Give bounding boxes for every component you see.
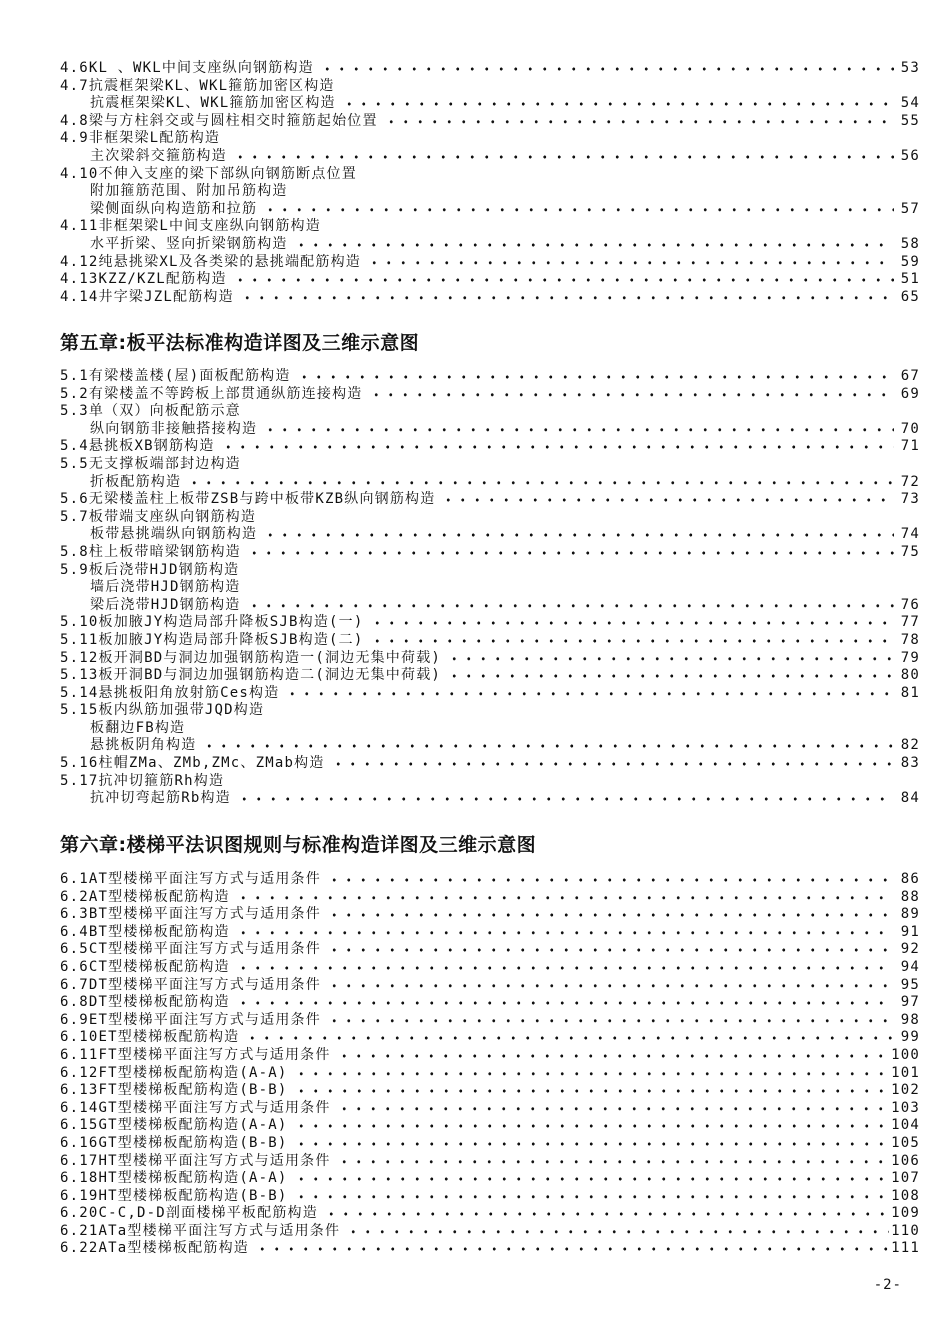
toc-entry-title: 墙后浇带HJD钢筋构造 [90, 579, 241, 596]
toc-entry-page: 80 [900, 667, 920, 684]
toc-section-6 [60, 871, 920, 1258]
toc-dot-leader [198, 737, 894, 755]
toc-entry-title: 6.16GT型楼梯板配筋构造(B-B) [60, 1134, 288, 1151]
toc-entry [60, 579, 920, 597]
toc-entry-page: 53 [900, 60, 920, 76]
toc-entry [60, 148, 920, 166]
toc-dot-leader [217, 438, 894, 456]
toc-entry-title: 5.6无梁楼盖柱上板带ZSB与跨中板带KZB纵向钢筋构造 [60, 491, 436, 508]
toc-entry-page: 88 [900, 888, 920, 905]
toc-entry [60, 289, 920, 307]
toc-entry-title: 5.9板后浇带HJD钢筋构造 [60, 561, 240, 578]
toc-entry-page: 86 [900, 871, 920, 887]
toc-entry [60, 60, 920, 78]
toc-entry-page: 51 [900, 271, 920, 288]
toc-entry [60, 1188, 920, 1206]
toc-entry-title: 4.14井字梁JZL配筋构造 [60, 288, 234, 305]
toc-entry-page: 76 [900, 596, 920, 613]
toc-entry-title: 水平折梁、竖向折梁钢筋构造 [90, 235, 288, 252]
toc-entry-page: 57 [900, 200, 920, 217]
toc-entry-title: 5.14悬挑板阳角放射筋Ces构造 [60, 684, 280, 701]
toc-entry-title: 6.3BT型楼梯平面注写方式与适用条件 [60, 906, 321, 923]
toc-entry-page: 74 [900, 526, 920, 543]
toc-entry-title: 6.9ET型楼梯平面注写方式与适用条件 [60, 1011, 321, 1028]
toc-entry [60, 685, 920, 703]
chapter-6-heading: 第六章:楼梯平法识图规则与标准构造详图及三维示意图 [60, 834, 537, 856]
toc-entry-title: 5.13板开洞BD与洞边加强钢筋构造二(洞边无集中荷载) [60, 667, 442, 684]
toc-entry-page: 69 [900, 385, 920, 402]
toc-entry-page: 98 [900, 1011, 920, 1028]
toc-entry [60, 95, 920, 113]
toc-dot-leader [290, 1135, 890, 1153]
toc-dot-leader [342, 1223, 889, 1241]
toc-entry-title: 6.6CT型楼梯板配筋构造 [60, 958, 230, 975]
toc-entry-title: 6.17HT型楼梯平面注写方式与适用条件 [60, 1152, 331, 1169]
toc-entry [60, 403, 920, 421]
toc-entry-page: 105 [891, 1134, 920, 1151]
toc-entry-title: 主次梁斜交箍筋构造 [90, 147, 227, 164]
toc-entry-page: 75 [900, 543, 920, 560]
toc-dot-leader [281, 685, 894, 703]
toc-entry [60, 906, 920, 924]
toc-entry [60, 421, 920, 439]
toc-entry-title: 6.7DT型楼梯平面注写方式与适用条件 [60, 976, 321, 993]
toc-dot-leader [290, 1082, 890, 1100]
toc-entry-page: 89 [900, 906, 920, 923]
toc-entry-page: 94 [900, 958, 920, 975]
toc-entry-title: 5.10板加腋JY构造局部升降板SJB构造(一) [60, 614, 364, 631]
toc-entry [60, 1153, 920, 1171]
toc-entry-page: 78 [900, 631, 920, 648]
toc-dot-leader [323, 906, 894, 924]
toc-entry [60, 113, 920, 131]
toc-entry-title: 4.11非框架梁L中间支座纵向钢筋构造 [60, 218, 321, 235]
toc-entry-title: 6.4BT型楼梯板配筋构造 [60, 923, 230, 940]
toc-entry [60, 1223, 920, 1241]
toc-entry-page: 91 [900, 923, 920, 940]
toc-entry [60, 1082, 920, 1100]
toc-entry-page: 102 [891, 1082, 920, 1099]
toc-entry-title: 梁侧面纵向构造筋和拉筋 [90, 200, 258, 217]
toc-entry-title: 纵向钢筋非接触搭接构造 [90, 420, 258, 437]
toc-entry [60, 941, 920, 959]
toc-dot-leader [333, 1153, 890, 1171]
toc-entry-page: 99 [900, 1029, 920, 1046]
toc-dot-leader [338, 95, 894, 113]
toc-dot-leader [333, 1047, 890, 1065]
toc-entry [60, 889, 920, 907]
toc-entry [60, 509, 920, 527]
toc-dot-leader [259, 421, 894, 439]
toc-entry [60, 1240, 920, 1258]
toc-entry-title: 6.22ATa型楼梯板配筋构造 [60, 1240, 250, 1257]
toc-entry-title: 6.18HT型楼梯板配筋构造(A-A) [60, 1170, 288, 1187]
toc-entry-page: 84 [900, 790, 920, 807]
toc-entry-page: 101 [891, 1064, 920, 1081]
toc-entry [60, 474, 920, 492]
toc-entry-page: 77 [900, 614, 920, 631]
toc-entry [60, 544, 920, 562]
toc-entry-page: 104 [891, 1117, 920, 1134]
toc-entry-title: 5.16柱帽ZMa、ZMb,ZMc、ZMab构造 [60, 755, 325, 772]
toc-entry [60, 1170, 920, 1188]
toc-entry-title: 6.13FT型楼梯板配筋构造(B-B) [60, 1082, 288, 1099]
toc-entry-title: 抗冲切弯起筋Rb构造 [90, 790, 231, 807]
toc-dot-leader [290, 1117, 890, 1135]
toc-entry [60, 1029, 920, 1047]
toc-entry-title: 6.15GT型楼梯板配筋构造(A-A) [60, 1117, 288, 1134]
toc-entry-page: 55 [900, 112, 920, 129]
toc-dot-leader [243, 544, 894, 562]
toc-dot-leader [229, 271, 894, 289]
toc-entry-title: 5.11板加腋JY构造局部升降板SJB构造(二) [60, 631, 364, 648]
toc-entry-title: 4.7抗震框架梁KL、WKL箍筋加密区构造 [60, 77, 335, 94]
toc-entry-page: 56 [900, 147, 920, 164]
toc-dot-leader [290, 236, 894, 254]
toc-entry-page: 106 [891, 1152, 920, 1169]
toc-entry [60, 614, 920, 632]
toc-entry-title: 6.10ET型楼梯板配筋构造 [60, 1029, 240, 1046]
toc-entry [60, 871, 920, 889]
toc-entry [60, 456, 920, 474]
toc-dot-leader [183, 474, 894, 492]
toc-entry [60, 1135, 920, 1153]
toc-dot-leader [323, 941, 894, 959]
toc-entry-page: 92 [900, 941, 920, 958]
toc-entry-title: 6.8DT型楼梯板配筋构造 [60, 994, 230, 1011]
toc-entry-title: 板翻边FB构造 [90, 719, 186, 736]
toc-dot-leader [443, 650, 894, 668]
toc-entry [60, 737, 920, 755]
toc-entry-title: 6.2AT型楼梯板配筋构造 [60, 888, 230, 905]
toc-entry-page: 103 [891, 1099, 920, 1116]
toc-entry-page: 71 [900, 438, 920, 455]
toc-entry [60, 977, 920, 995]
toc-entry [60, 386, 920, 404]
toc-entry-title: 6.11FT型楼梯平面注写方式与适用条件 [60, 1046, 331, 1063]
toc-entry [60, 183, 920, 201]
toc-dot-leader [229, 148, 894, 166]
toc-dot-leader [293, 368, 894, 386]
toc-entry-title: 6.19HT型楼梯板配筋构造(B-B) [60, 1187, 288, 1204]
toc-dot-leader [437, 491, 894, 509]
toc-entry [60, 438, 920, 456]
toc-entry-page: 79 [900, 649, 920, 666]
toc-entry [60, 790, 920, 808]
toc-entry [60, 491, 920, 509]
toc-entry [60, 773, 920, 791]
toc-entry-title: 抗震框架梁KL、WKL箍筋加密区构造 [90, 95, 336, 112]
toc-dot-leader [365, 386, 895, 404]
toc-dot-leader [327, 755, 894, 773]
toc-entry [60, 1047, 920, 1065]
toc-entry-page: 108 [891, 1187, 920, 1204]
toc-entry-page: 111 [891, 1240, 920, 1257]
toc-entry [60, 1012, 920, 1030]
toc-dot-leader [241, 1029, 894, 1047]
toc-entry [60, 271, 920, 289]
toc-entry-title: 5.1有梁楼盖楼(屋)面板配筋构造 [60, 368, 291, 384]
toc-entry [60, 959, 920, 977]
toc-entry-title: 5.7板带端支座纵向钢筋构造 [60, 508, 257, 525]
toc-entry-page: 107 [891, 1170, 920, 1187]
toc-dot-leader [320, 1205, 889, 1223]
toc-entry-page: 95 [900, 976, 920, 993]
toc-dot-leader [232, 889, 894, 907]
toc-entry-title: 4.8梁与方柱斜交或与圆柱相交时箍筋起始位置 [60, 112, 378, 129]
toc-entry-title: 5.3单（双）向板配筋示意 [60, 403, 241, 420]
toc-entry [60, 562, 920, 580]
toc-entry [60, 526, 920, 544]
toc-entry-title: 梁后浇带HJD钢筋构造 [90, 596, 241, 613]
toc-dot-leader [236, 289, 894, 307]
toc-entry-title: 5.2有梁楼盖不等跨板上部贯通纵筋连接构造 [60, 385, 363, 402]
toc-entry [60, 1065, 920, 1083]
toc-entry-title: 附加箍筋范围、附加吊筋构造 [90, 183, 288, 200]
toc-entry [60, 755, 920, 773]
toc-entry-title: 4.13KZZ/KZL配筋构造 [60, 271, 227, 288]
toc-dot-leader [290, 1065, 890, 1083]
toc-entry-page: 58 [900, 235, 920, 252]
toc-dot-leader [323, 1012, 894, 1030]
toc-entry [60, 667, 920, 685]
toc-entry [60, 236, 920, 254]
toc-entry-title: 折板配筋构造 [90, 473, 182, 490]
toc-entry-page: 100 [891, 1046, 920, 1063]
toc-entry-title: 板带悬挑端纵向钢筋构造 [90, 526, 258, 543]
toc-dot-leader [380, 113, 894, 131]
toc-dot-leader [316, 60, 894, 78]
toc-entry-page: 83 [900, 755, 920, 772]
toc-entry-title: 4.9非框架梁L配筋构造 [60, 130, 221, 147]
toc-entry-page: 59 [900, 253, 920, 270]
toc-entry [60, 1117, 920, 1135]
toc-entry [60, 994, 920, 1012]
toc-entry-title: 4.10不伸入支座的梁下部纵向钢筋断点位置 [60, 165, 357, 182]
toc-dot-leader [259, 201, 894, 219]
toc-dot-leader [366, 614, 894, 632]
toc-entry-title: 5.15板内纵筋加强带JQD构造 [60, 702, 265, 719]
toc-entry-page: 65 [900, 288, 920, 305]
toc-entry [60, 924, 920, 942]
toc-entry-title: 4.6KL 、WKL中间支座纵向钢筋构造 [60, 60, 314, 76]
toc-entry-page: 109 [891, 1205, 920, 1222]
toc-entry [60, 166, 920, 184]
toc-entry [60, 632, 920, 650]
toc-entry-page: 81 [900, 684, 920, 701]
toc-entry-title: 5.17抗冲切箍筋Rh构造 [60, 772, 225, 789]
toc-dot-leader [251, 1240, 889, 1258]
toc-entry [60, 201, 920, 219]
toc-entry-title: 5.4悬挑板XB钢筋构造 [60, 438, 215, 455]
toc-dot-leader [233, 790, 894, 808]
toc-entry [60, 1205, 920, 1223]
toc-dot-leader [259, 526, 894, 544]
toc-section-4 [60, 60, 920, 306]
toc-entry-page: 82 [900, 737, 920, 754]
toc-dot-leader [290, 1170, 890, 1188]
toc-entry-page: 110 [891, 1222, 920, 1239]
toc-dot-leader [290, 1188, 890, 1206]
toc-dot-leader [333, 1100, 890, 1118]
toc-entry [60, 1100, 920, 1118]
toc-entry-page: 70 [900, 420, 920, 437]
toc-dot-leader [363, 254, 894, 272]
toc-dot-leader [243, 597, 895, 615]
toc-dot-leader [323, 977, 894, 995]
toc-entry [60, 650, 920, 668]
toc-dot-leader [443, 667, 894, 685]
page-number: -2- [873, 1277, 902, 1293]
toc-entry [60, 702, 920, 720]
chapter-5-heading: 第五章:板平法标准构造详图及三维示意图 [60, 332, 420, 354]
toc-dot-leader [232, 994, 894, 1012]
toc-entry-page: 54 [900, 95, 920, 112]
toc-entry-title: 5.5无支撑板端部封边构造 [60, 455, 241, 472]
toc-entry-title: 6.5CT型楼梯平面注写方式与适用条件 [60, 941, 321, 958]
toc-dot-leader [232, 959, 894, 977]
toc-entry-title: 5.8柱上板带暗梁钢筋构造 [60, 543, 241, 560]
toc-entry-title: 悬挑板阴角构造 [90, 737, 197, 754]
toc-entry-title: 6.14GT型楼梯平面注写方式与适用条件 [60, 1099, 331, 1116]
toc-entry-title: 6.20C-C,D-D剖面楼梯平板配筋构造 [60, 1205, 318, 1222]
toc-entry-title: 6.12FT型楼梯板配筋构造(A-A) [60, 1064, 288, 1081]
toc-dot-leader [323, 871, 894, 889]
toc-entry [60, 597, 920, 615]
toc-entry-title: 4.12纯悬挑梁XL及各类梁的悬挑端配筋构造 [60, 253, 361, 270]
toc-section-5 [60, 368, 920, 808]
toc-entry-title: 6.1AT型楼梯平面注写方式与适用条件 [60, 871, 321, 887]
toc-entry-title: 5.12板开洞BD与洞边加强钢筋构造一(洞边无集中荷载) [60, 649, 442, 666]
toc-dot-leader [232, 924, 894, 942]
toc-entry-title: 6.21ATa型楼梯平面注写方式与适用条件 [60, 1222, 341, 1239]
toc-entry [60, 720, 920, 738]
toc-entry [60, 254, 920, 272]
toc-dot-leader [366, 632, 894, 650]
toc-entry [60, 130, 920, 148]
toc-entry [60, 368, 920, 386]
toc-entry [60, 78, 920, 96]
toc-entry-page: 72 [900, 473, 920, 490]
toc-entry [60, 218, 920, 236]
toc-entry-page: 67 [900, 368, 920, 384]
toc-entry-page: 97 [900, 994, 920, 1011]
toc-entry-page: 73 [900, 491, 920, 508]
